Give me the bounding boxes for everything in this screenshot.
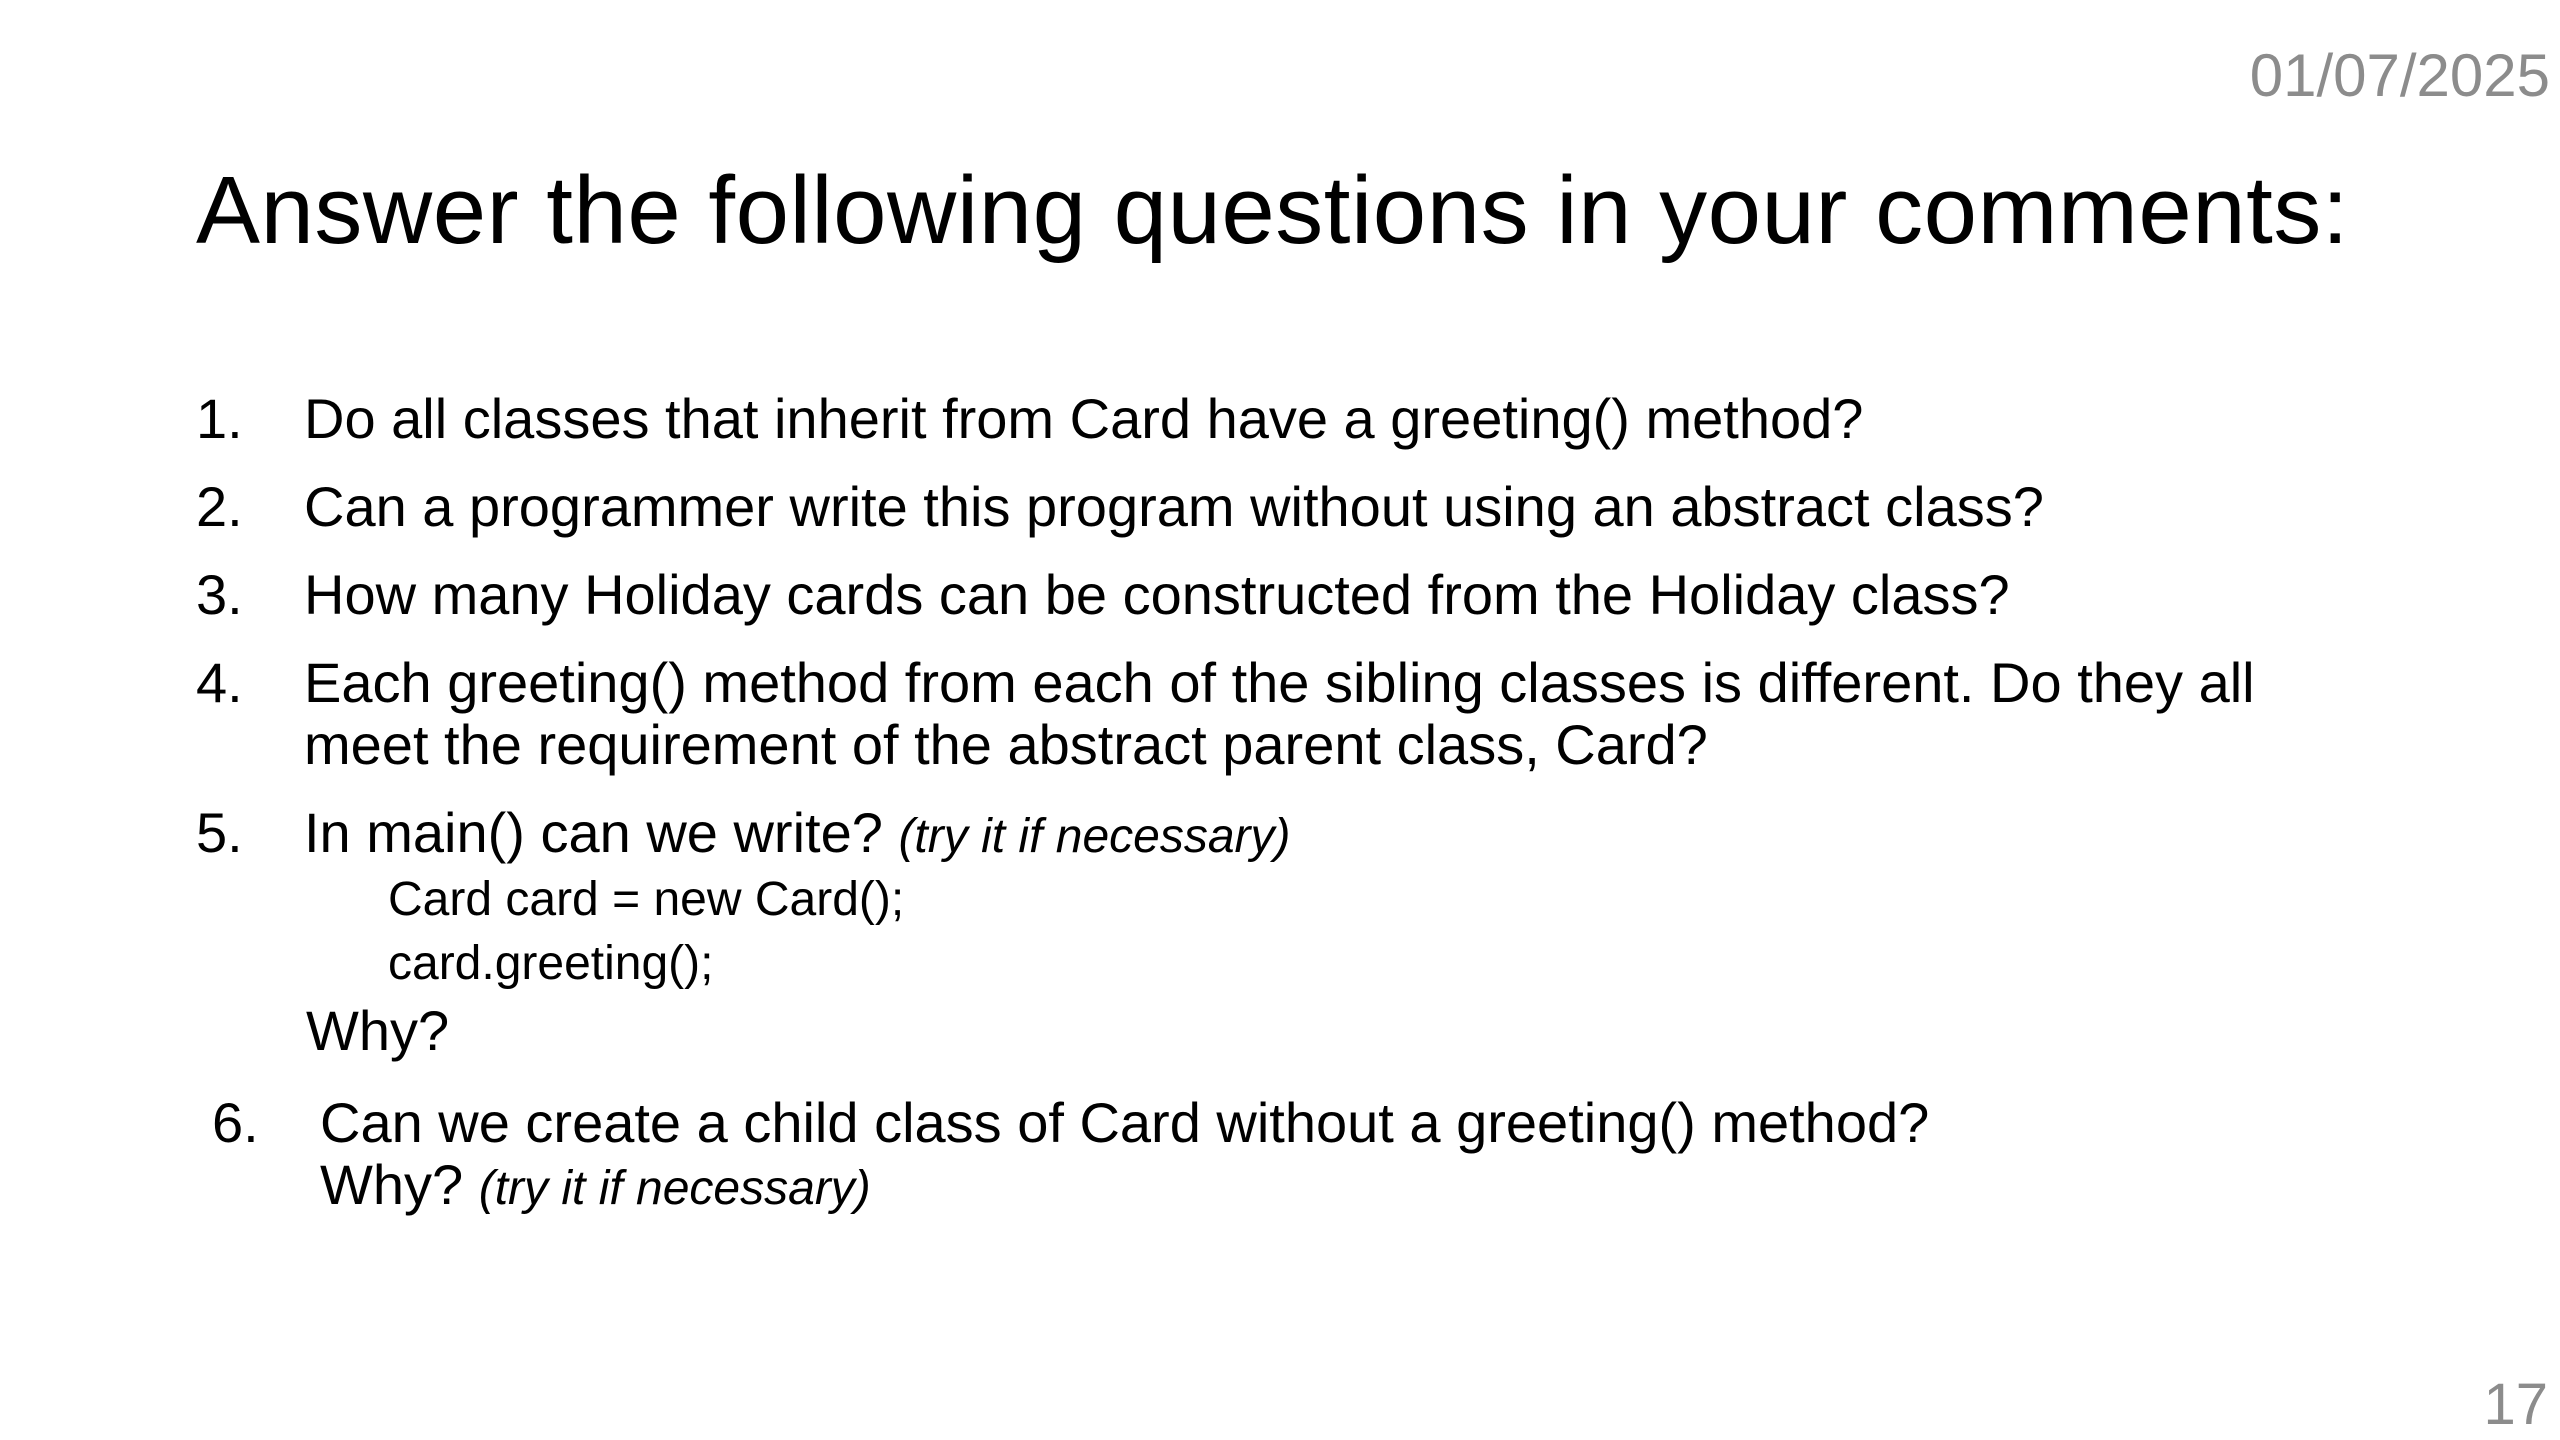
- question-hint: (try it if necessary): [898, 810, 1291, 863]
- code-line: card.greeting();: [388, 937, 714, 990]
- question-hint: (try it if necessary): [478, 1162, 871, 1215]
- question-number: 4.: [196, 651, 243, 714]
- question-6: [212, 1092, 2446, 1220]
- question-number: 3.: [196, 563, 243, 626]
- question-number: 1.: [196, 387, 243, 450]
- question-why-line: [320, 1154, 2446, 1220]
- slide-number: 17: [2483, 1372, 2548, 1437]
- code-line: Card card = new Card();: [388, 873, 905, 926]
- question-why: Why?: [320, 1153, 464, 1216]
- question-text: Can a programmer write this program without using an abstract class?: [304, 475, 2044, 538]
- question-5: [196, 802, 2446, 1066]
- question-why: Why?: [306, 999, 450, 1062]
- question-number: 6.: [212, 1091, 259, 1154]
- question-list: [196, 388, 2446, 1246]
- question-4: [196, 652, 2446, 776]
- question-2: [196, 476, 2446, 538]
- question-text: In main() can we write?: [304, 801, 883, 864]
- question-text: How many Holiday cards can be constructed from the Holiday class?: [304, 563, 2010, 626]
- question-1: [196, 388, 2446, 450]
- question-text: Each greeting() method from each of the sibling classes is different. Do they all: [304, 651, 2255, 714]
- slide-title: Answer the following questions in your comments:: [196, 157, 2350, 264]
- question-text: Can we create a child class of Card without a greeting() method?: [320, 1091, 1930, 1154]
- question-text-line: [304, 802, 2446, 868]
- question-number: 5.: [196, 801, 243, 864]
- slide-date: 01/07/2025: [2249, 42, 2550, 109]
- question-text-continued: meet the requirement of the abstract parent class, Card?: [304, 713, 1708, 776]
- question-text: Do all classes that inherit from Card have a greeting() method?: [304, 387, 1864, 450]
- question-3: [196, 564, 2446, 626]
- question-number: 2.: [196, 475, 243, 538]
